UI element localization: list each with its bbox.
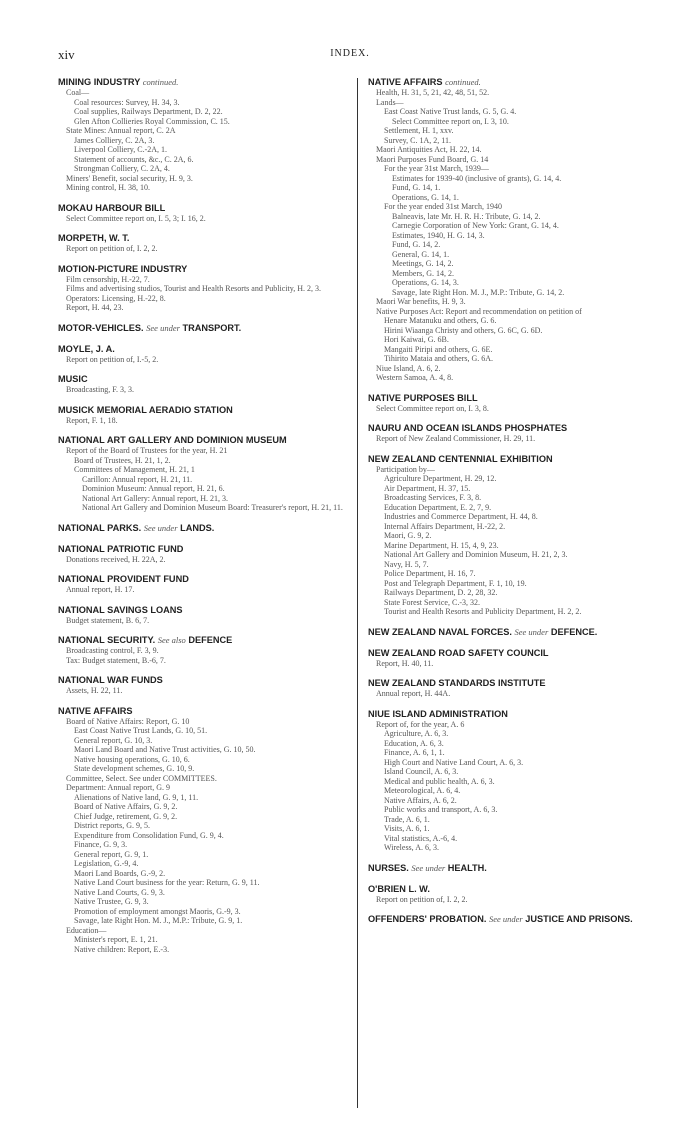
heading-text: NATIONAL WAR FUNDS [58,675,163,685]
heading-text: NATIVE AFFAIRS [368,77,443,87]
index-heading [58,202,348,214]
index-subentry: Coal— [66,88,90,97]
index-heading [58,634,348,646]
entry-gap [368,617,660,626]
index-entry-national-patriotic-fund [58,543,348,565]
index-subentry: Fund, G. 14, 2. [392,240,441,249]
entry-gap [368,874,660,883]
index-subentry: Mangaiti Piripi and others, G. 6E. [384,344,493,354]
index-subentry: Settlement, H. 1, xxv. [384,126,454,135]
cross-reference-label: See under [488,914,523,924]
index-subentry: National Art Gallery and Dominion Museum Board: Treasurer's report, H. 21, 11. [82,503,343,512]
index-entry-musick-memorial-aeradio-station [58,404,348,426]
heading-text: NATIONAL PARKS. [58,522,142,533]
index-entry-nurses [368,862,660,874]
index-heading [58,543,348,555]
index-heading [368,422,660,434]
heading-text: NATIONAL SECURITY. [58,635,156,645]
entry-gap [58,696,348,705]
index-subentry: Committee, Select. See under COMMITTEES. [66,773,217,783]
index-entry-new-zealand-road-safety-council [368,647,660,669]
heading-text: MUSICK MEMORIAL AERADIO STATION [58,404,233,415]
index-subentry: Maori Land Boards, G.-9, 2. [74,868,166,878]
heading-text: O'BRIEN L. W. [368,883,430,894]
index-subentry: State development schemes, G. 10, 9. [74,764,195,773]
index-subentry: Mining control, H. 38, 10. [66,183,150,192]
heading-text: NIUE ISLAND ADMINISTRATION [368,708,508,719]
heading-text: NATIONAL SAVINGS LOANS [58,604,183,615]
index-heading [368,453,660,465]
index-subentry: For the year ended 31st March, 1940 [384,202,502,211]
index-subentry: Films and advertising studios, Tourist and Health Resorts and Publicity, H. 2, 3. [66,284,321,293]
index-subentry: Vital statistics, A.-6, 4. [384,833,458,843]
index-subentry: Broadcasting Services, F. 3, 8. [384,493,482,502]
index-subentry: Agriculture Department, H. 29, 12. [384,474,497,483]
heading-text: MORPETH, W. T. [58,233,130,243]
index-subentry: Meetings, G. 14, 2. [392,259,454,268]
entry-gap [368,383,660,392]
index-subentry: Post and Telegraph Department, F. 1, 10, 19. [384,578,527,588]
index-subentry: Trade, A. 6, 1. [384,814,430,824]
heading-text: MOTOR-VEHICLES. [58,322,144,333]
entry-gap [368,668,660,677]
index-subentry: Savage, late Right Hon. M. J., M.P.: Tribute, G. 9, 1. [74,916,243,925]
index-subentry: Public works and transport, A. 6, 3. [384,805,498,814]
index-subentry: Survey, C. 1A, 2, 11. [384,135,451,145]
index-subentry: Marine Department, H. 15, 4, 9, 23. [384,540,499,550]
index-subentry: Strongman Colliery, C. 2A, 4. [74,164,170,173]
index-subentry: Miners' Benefit, social security, H. 9, 3. [66,173,193,183]
index-subentry: Alienations of Native land, G. 9, 1, 11. [74,792,199,802]
index-subentry: Tihirito Mataia and others, G. 6A. [384,354,494,363]
index-subentry: Glen Afton Collieries Royal Commission, C. 15. [74,116,230,126]
index-entry-morpeth-w-t [58,232,348,254]
cross-reference-target: TRANSPORT. [182,322,242,333]
index-subentry: General, G. 14, 1. [392,249,450,259]
index-subentry: Select Committee report on, I. 5, 3; I. 16, 2. [66,213,206,223]
entry-gap [58,513,348,522]
cross-reference-target: JUSTICE AND PRISONS. [525,914,633,924]
index-subentry: Island Council, A. 6, 3. [384,767,459,776]
index-subentry: Department: Annual report, G. 9 [66,783,170,792]
index-subentry: Native Trustee, G. 9, 3. [74,897,149,906]
page-number: xiv [58,47,75,62]
index-subentry: Medical and public health, A. 6, 3. [384,776,495,786]
index-entry-nauru-and-ocean-islands-phosphates [368,422,660,444]
index-subentry: Chief Judge, retirement, G. 9, 2. [74,811,178,821]
index-heading [58,232,348,244]
index-subentry: Native housing operations, G. 10, 6. [74,754,190,764]
entry-gap [58,595,348,604]
index-entry-national-war-funds [58,674,348,696]
heading-text: NEW ZEALAND ROAD SAFETY COUNCIL [368,647,549,658]
entry-gap [368,444,660,453]
heading-text: NURSES. [368,862,409,873]
index-heading [58,434,348,446]
index-subentry: Report on petition of, I. 2, 2. [376,894,468,904]
index-heading [58,343,348,355]
cross-reference-label: See also [157,635,186,645]
index-subentry: Internal Affairs Department, H.-22, 2. [384,521,506,531]
index-subentry: Report on petition of, I. 2, 2. [66,244,158,253]
entry-gap [58,193,348,202]
index-entry-new-zealand-centennial-exhibition [368,453,660,617]
cross-reference-label: See under [146,322,180,333]
index-subentry: Coal resources: Survey, H. 34, 3. [74,97,180,107]
index-subentry: Donations received, H. 22A, 2. [66,554,166,564]
index-subentry: Carnegie Corporation of New York: Grant, G. 14, 4. [392,221,559,230]
index-heading [58,263,348,275]
index-heading [368,862,660,874]
index-entry-motion-picture-industry [58,263,348,313]
index-subentry: Estimates for 1939-40 (inclusive of grants), G. 14, 4. [392,173,562,183]
index-heading [368,883,660,895]
index-heading [368,76,660,88]
index-subentry: Industries and Commerce Department, H. 44, 8. [384,512,538,521]
index-subentry: Board of Native Affairs: Report, G. 10 [66,716,190,726]
entry-gap [368,699,660,708]
cross-reference-target: DEFENCE [188,635,233,645]
index-entry-mining-industry [58,76,348,193]
index-subentry: Finance, A. 6, 1, 1. [384,748,445,757]
index-heading [58,404,348,416]
index-subentry: Report of, for the year, A. 6 [376,719,465,729]
index-subentry: Railways Department, D. 2, 28, 32. [384,588,498,597]
entry-gap [58,534,348,543]
index-subentry: Native Affairs, A. 6, 2. [384,795,457,805]
index-subentry: Coal supplies, Railways Department, D. 2, 22. [74,107,223,116]
index-subentry: Report of the Board of Trustees for the year, H. 21 [66,446,228,455]
index-subentry: General report, G. 10, 3. [74,735,153,745]
index-subentry: Report, H. 40, 11. [376,658,434,668]
index-heading [58,573,348,585]
entry-gap [58,254,348,263]
heading-text: NATIONAL PROVIDENT FUND [58,574,189,584]
index-entry-native-affairs [58,705,348,955]
index-subentry: Select Committee report on, I. 3, 10. [392,116,509,126]
heading-text: NEW ZEALAND CENTENNIAL EXHIBITION [368,453,553,464]
index-subentry: East Coast Native Trust Lands, G. 10, 51. [74,726,208,735]
index-subentry: Annual report, H. 44A. [376,689,451,698]
index-entry-motor-vehicles [58,322,348,334]
index-subentry: Education Department, E. 2, 7, 9. [384,502,492,512]
entry-gap [368,638,660,647]
index-subentry: Minister's report, E. 1, 21. [74,935,158,944]
index-subentry: For the year 31st March, 1939— [384,164,489,173]
entry-gap [368,853,660,862]
index-subentry: Board of Native Affairs, G. 9, 2. [74,802,178,811]
index-subentry: Air Department, H. 37, 15. [384,483,471,493]
index-entry-offenders-probation [368,913,660,925]
cross-reference-target: LANDS. [180,522,215,533]
index-subentry: Navy, H. 5, 7. [384,559,429,569]
index-subentry: Wireless, A. 6, 3. [384,843,440,852]
index-subentry: Budget statement, B. 6, 7. [66,615,150,625]
cross-reference-label: See under [514,626,549,637]
index-subentry: Maori Antiquities Act, H. 22, 14. [376,145,482,154]
index-heading [368,647,660,659]
index-subentry: Finance, G. 9, 3. [74,840,128,849]
index-entry-o-brien-l-w [368,883,660,905]
cross-reference-label: continued. [445,77,481,87]
heading-text: MINING INDUSTRY [58,77,141,87]
index-subentry: Assets, H. 22, 11. [66,686,123,695]
index-subentry: Police Department, H. 16, 7. [384,569,476,578]
entry-gap [58,564,348,573]
entry-gap [58,313,348,322]
index-entry-national-security [58,634,348,665]
index-entry-native-purposes-bill [368,392,660,414]
index-subentry: Carillon: Annual report, H. 21, 11. [82,474,193,484]
entry-gap [58,425,348,434]
index-subentry: Maori War benefits, H. 9, 3. [376,297,466,306]
index-subentry: National Art Gallery and Dominion Museum, H. 21, 2, 3. [384,550,568,559]
entry-gap [58,334,348,343]
index-subentry: Visits, A. 6, 1. [384,824,430,833]
index-subentry: Maori Purposes Fund Board, G. 14 [376,154,489,164]
index-subentry: Tourist and Health Resorts and Publicity Department, H. 2, 2. [384,607,582,616]
index-subentry: Promotion of employment amongst Maoris, G.-9, 3. [74,906,241,916]
index-heading [58,522,348,534]
index-subentry: Native Land Courts, G. 9, 3. [74,887,165,897]
heading-text: MOYLE, J. A. [58,343,115,354]
cross-reference-target: DEFENCE. [550,626,598,637]
index-entry-native-affairs [368,76,660,383]
index-subentry: Participation by— [376,464,435,474]
index-heading [58,76,348,88]
index-subentry: James Colliery, C. 2A, 3. [74,135,155,145]
index-subentry: Hirini Wiaanga Christy and others, G. 6C, G. 6D. [384,325,543,335]
index-subentry: District reports, G. 9, 5. [74,821,150,830]
heading-text: NEW ZEALAND NAVAL FORCES. [368,626,512,637]
right-column [368,76,660,925]
entry-gap [368,413,660,422]
index-subentry: Savage, late Right Hon. M. J., M.P.: Tribute, G. 14, 2. [392,287,565,297]
index-subentry: Native Land Court business for the year: Return, G. 9, 11. [74,878,260,887]
index-heading [368,392,660,404]
cross-reference-label: See under [143,522,178,533]
index-entry-new-zealand-standards-institute [368,677,660,699]
index-subentry: Liverpool Colliery, C.-2A, 1. [74,145,168,154]
index-subentry: Statement of accounts, &c., C. 2A, 6. [74,154,194,164]
entry-gap [58,395,348,404]
index-subentry: Maori Land Board and Native Trust activities, G. 10, 50. [74,745,256,754]
index-subentry: State Mines: Annual report, C. 2A [66,126,176,135]
heading-text: MUSIC [58,374,88,384]
heading-text: MOKAU HARBOUR BILL [58,202,166,213]
heading-text: NATIONAL PATRIOTIC FUND [58,543,184,554]
index-heading [58,705,348,717]
heading-text: NAURU AND OCEAN ISLANDS PHOSPHATES [368,423,568,433]
index-subentry: Report, F. 1, 18. [66,415,118,425]
index-subentry: Operations, G. 14, 1. [392,192,459,202]
index-subentry: Maori, G. 9, 2. [384,531,432,540]
cross-reference-label: continued. [142,77,179,87]
index-subentry: General report, G. 9, 1. [74,849,149,859]
index-subentry: Broadcasting, F. 3, 3. [66,385,135,394]
index-entry-niue-island-administration [368,708,660,853]
index-entry-national-parks [58,522,348,534]
heading-text: NATIVE PURPOSES BILL [368,392,478,403]
index-entry-mokau-harbour-bill [58,202,348,224]
index-heading [58,322,348,334]
index-subentry: Tax: Budget statement, B.-6, 7. [66,655,166,665]
index-entry-music [58,373,348,395]
index-subentry: Expenditure from Consolidation Fund, G. 9, 4. [74,830,224,840]
heading-text: NATIVE AFFAIRS [58,705,133,716]
entry-gap [58,625,348,634]
entry-gap [58,223,348,232]
column-divider [357,78,358,1108]
entry-gap [58,665,348,674]
heading-text: OFFENDERS' PROBATION. [368,914,487,924]
index-subentry: Report, H. 44, 23. [66,303,124,312]
index-heading [58,674,348,686]
index-heading [58,373,348,385]
index-subentry: Estimates, 1940, H. G. 14, 3. [392,230,485,240]
index-entry-national-savings-loans [58,604,348,626]
index-subentry: Balneavis, late Mr. H. R. H.: Tribute, G. 14, 2. [392,211,541,221]
index-heading [368,708,660,720]
index-subentry: Education, A. 6, 3. [384,738,444,748]
heading-text: NEW ZEALAND STANDARDS INSTITUTE [368,678,546,688]
index-subentry: Dominion Museum: Annual report, H. 21, 6. [82,484,225,493]
index-subentry: Hori Kaiwai, G. 6B. [384,335,449,344]
cross-reference-target: HEALTH. [447,862,487,873]
index-subentry: Report on petition of, I.-5, 2. [66,354,159,364]
index-subentry: Annual report, H. 17. [66,585,135,594]
index-heading [368,913,660,925]
index-entry-new-zealand-naval-forces [368,626,660,638]
index-subentry: Fund, G. 14, 1. [392,183,441,192]
index-subentry: Western Samoa, A. 4, 8. [376,373,454,382]
index-subentry: Lands— [376,97,404,107]
index-subentry: National Art Gallery: Annual report, H. 21, 3. [82,493,228,503]
index-subentry: East Coast Native Trust lands, G. 5, G. 4. [384,107,517,116]
heading-text: NATIONAL ART GALLERY AND DOMINION MUSEUM [58,435,287,445]
index-subentry: Committees of Management, H. 21, 1 [74,465,195,474]
index-entry-national-provident-fund [58,573,348,595]
entry-gap [58,364,348,373]
index-subentry: Board of Trustees, H. 21, 1, 2. [74,455,171,465]
index-subentry: Native Purposes Act: Report and recommendation on petition of [376,306,582,316]
index-subentry: State Forest Service, C.-3, 32. [384,597,480,607]
index-subentry: Meteorological, A. 6, 4. [384,786,461,795]
index-heading [368,677,660,689]
index-entry-national-art-gallery-and-dominion-museum [58,434,348,513]
entry-gap [368,904,660,913]
index-heading [58,604,348,616]
index-subentry: Henare Matanuku and others, G. 6. [384,316,497,325]
cross-reference-label: See under [411,862,446,873]
index-entry-moyle-j-a [58,343,348,365]
index-subentry: Operators: Licensing, H.-22, 8. [66,293,166,303]
page-title: INDEX. [330,48,370,59]
index-subentry: Legislation, G.-9, 4. [74,859,139,868]
index-subentry: Agriculture, A. 6, 3. [384,729,449,738]
index-subentry: High Court and Native Land Court, A. 6, 3. [384,757,524,767]
index-subentry: Select Committee report on, I. 3, 8. [376,403,489,413]
index-subentry: Health, H. 31, 5, 21, 42, 48, 51, 52. [376,88,490,97]
index-subentry: Members, G. 14, 2. [392,268,454,278]
index-subentry: Education— [66,925,107,935]
index-subentry: Report of New Zealand Commissioner, H. 29, 11. [376,434,536,443]
index-heading [368,626,660,638]
index-subentry: Native children: Report, E.-3. [74,944,170,954]
index-subentry: Operations, G. 14, 3. [392,278,459,287]
index-subentry: Broadcasting control, F. 3, 9. [66,646,159,655]
left-column [58,76,348,954]
index-subentry: Niue Island, A. 6, 2. [376,363,441,373]
heading-text: MOTION-PICTURE INDUSTRY [58,263,188,274]
index-subentry: Film censorship, H.-22, 7. [66,274,150,284]
